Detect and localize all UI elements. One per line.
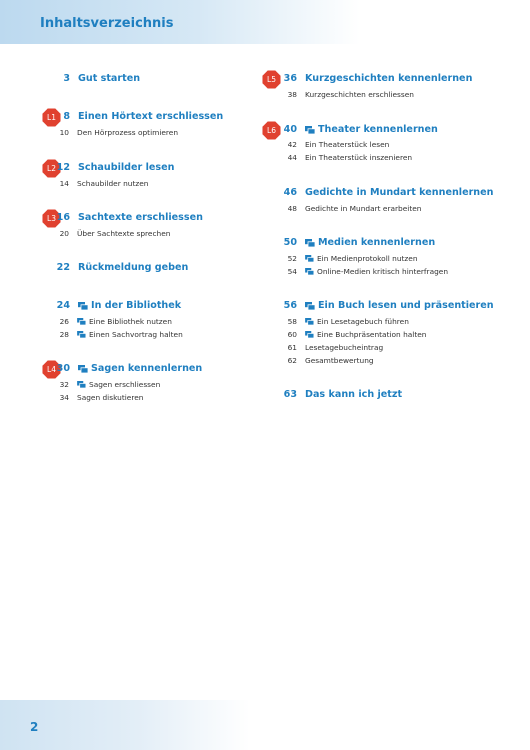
toc-page-number: 26 xyxy=(59,317,69,326)
toc-entry-hoertext[interactable] xyxy=(44,111,223,122)
toc-page-number: 32 xyxy=(59,380,69,389)
toc-page-number: 38 xyxy=(287,90,297,99)
toc-subentry[interactable] xyxy=(272,343,383,352)
toc-entry-sachtexte[interactable] xyxy=(44,212,203,223)
toc-page-number: 16 xyxy=(56,212,70,223)
toc-entry-sagen[interactable] xyxy=(44,363,202,374)
toc-page-number: 54 xyxy=(287,267,297,276)
media-icon xyxy=(305,331,314,338)
unit-marker-l3: L3 xyxy=(42,209,61,228)
toc-subentry-title: Über Sachtexte sprechen xyxy=(77,229,171,238)
toc-entry-title: Gut starten xyxy=(78,73,141,84)
toc-page-number: 8 xyxy=(63,111,70,122)
media-icon xyxy=(78,365,88,373)
media-icon xyxy=(305,255,314,262)
toc-subentry-title: Einen Sachvortrag halten xyxy=(89,330,183,339)
toc-entry-kurzgeschichten[interactable] xyxy=(271,73,472,84)
toc-subentry[interactable] xyxy=(272,254,418,263)
unit-marker-l1: L1 xyxy=(42,108,61,127)
toc-page-number: 28 xyxy=(59,330,69,339)
toc-subentry[interactable] xyxy=(44,317,172,326)
toc-subentry-title: Ein Lesetagebuch führen xyxy=(317,317,409,326)
toc-subentry[interactable] xyxy=(272,140,389,149)
media-icon xyxy=(78,302,88,310)
toc-page-number: 44 xyxy=(287,153,297,162)
toc-entry-medien[interactable] xyxy=(271,237,435,248)
toc-subentry-title: Eine Buchpräsentation halten xyxy=(317,330,427,339)
toc-subentry[interactable] xyxy=(44,179,148,188)
media-icon xyxy=(305,239,315,247)
toc-entry-title: Einen Hörtext erschliessen xyxy=(78,111,224,122)
toc-entry-theater[interactable] xyxy=(271,124,438,135)
toc-entry-gut-starten[interactable] xyxy=(44,73,140,84)
toc-page-number: 12 xyxy=(56,162,70,173)
media-icon xyxy=(305,318,314,325)
toc-page-number: 36 xyxy=(283,73,297,84)
toc-entry-title: Theater kennenlernen xyxy=(318,124,438,135)
media-icon xyxy=(77,381,86,388)
toc-page-number: 20 xyxy=(59,229,69,238)
toc-page-number: 10 xyxy=(59,128,69,137)
toc-subentry-title: Gesamtbewertung xyxy=(305,356,374,365)
toc-subentry-title: Kurzgeschichten erschliessen xyxy=(305,90,414,99)
toc-subentry-title: Den Hörprozess optimieren xyxy=(77,128,179,137)
toc-entry-title: In der Bibliothek xyxy=(91,300,182,311)
toc-subentry[interactable] xyxy=(272,153,412,162)
toc-subentry-title: Gedichte in Mundart erarbeiten xyxy=(305,204,422,213)
toc-entry-title: Sachtexte erschliessen xyxy=(78,212,203,223)
toc-subentry-title: Schaubilder nutzen xyxy=(77,179,149,188)
toc-subentry-title: Ein Theaterstück lesen xyxy=(305,140,390,149)
toc-page-number: 24 xyxy=(56,300,70,311)
page-number: 2 xyxy=(30,720,39,734)
toc-page-number: 62 xyxy=(287,356,297,365)
toc-subentry[interactable] xyxy=(44,128,178,137)
toc-subentry[interactable] xyxy=(44,229,170,238)
toc-page-number: 14 xyxy=(59,179,69,188)
media-icon xyxy=(305,302,315,310)
unit-marker-l2: L2 xyxy=(42,159,61,178)
toc-subentry[interactable] xyxy=(272,317,409,326)
toc-entry-title: Gedichte in Mundart kennenlernen xyxy=(305,187,494,198)
toc-page-number: 50 xyxy=(283,237,297,248)
toc-subentry[interactable] xyxy=(272,90,414,99)
toc-entry-das-kann-ich[interactable] xyxy=(271,389,402,400)
toc-subentry-title: Sagen diskutieren xyxy=(77,393,144,402)
media-icon xyxy=(305,268,314,275)
toc-subentry[interactable] xyxy=(272,330,426,339)
toc-subentry-title: Lesetagebucheintrag xyxy=(305,343,384,352)
media-icon xyxy=(77,318,86,325)
toc-subentry[interactable] xyxy=(272,204,421,213)
toc-entry-title: Medien kennenlernen xyxy=(318,237,436,248)
unit-marker-l5: L5 xyxy=(262,70,281,89)
toc-subentry[interactable] xyxy=(44,380,160,389)
page-title: Inhaltsverzeichnis xyxy=(40,16,174,31)
toc-page-number: 40 xyxy=(283,124,297,135)
toc-subentry[interactable] xyxy=(44,330,183,339)
toc-subentry-title: Ein Theaterstück inszenieren xyxy=(305,153,413,162)
toc-page-number: 52 xyxy=(287,254,297,263)
toc-subentry[interactable] xyxy=(272,267,448,276)
toc-subentry-title: Sagen erschliessen xyxy=(89,380,161,389)
toc-entry-title: Schaubilder lesen xyxy=(78,162,175,173)
toc-page-number: 48 xyxy=(287,204,297,213)
toc-subentry-title: Online-Medien kritisch hinterfragen xyxy=(317,267,449,276)
toc-page-number: 60 xyxy=(287,330,297,339)
toc-page-number: 46 xyxy=(283,187,297,198)
toc-page-number: 56 xyxy=(283,300,297,311)
toc-page-number: 30 xyxy=(56,363,70,374)
toc-entry-title: Rückmeldung geben xyxy=(78,262,189,273)
toc-entry-title: Das kann ich jetzt xyxy=(305,389,403,400)
unit-marker-l6: L6 xyxy=(262,121,281,140)
media-icon xyxy=(77,331,86,338)
toc-page-number: 22 xyxy=(56,262,70,273)
toc-page-number: 34 xyxy=(59,393,69,402)
toc-subentry[interactable] xyxy=(272,356,374,365)
toc-entry-rueckmeldung[interactable] xyxy=(44,262,188,273)
toc-page-number: 61 xyxy=(287,343,297,352)
unit-marker-l4: L4 xyxy=(42,360,61,379)
toc-entry-bibliothek[interactable] xyxy=(44,300,181,311)
toc-entry-title: Sagen kennenlernen xyxy=(91,363,203,374)
media-icon xyxy=(305,126,315,134)
toc-page-number: 58 xyxy=(287,317,297,326)
toc-entry-buch[interactable] xyxy=(271,300,494,311)
toc-page-number: 42 xyxy=(287,140,297,149)
toc-page-number: 63 xyxy=(283,389,297,400)
toc-entry-title: Kurzgeschichten kennenlernen xyxy=(305,73,473,84)
toc-subentry[interactable] xyxy=(44,393,143,402)
toc-subentry-title: Ein Medienprotokoll nutzen xyxy=(317,254,418,263)
toc-entry-title: Ein Buch lesen und präsentieren xyxy=(318,300,494,311)
toc-entry-mundart[interactable] xyxy=(271,187,493,198)
toc-entry-schaubilder[interactable] xyxy=(44,162,174,173)
toc-page-number: 3 xyxy=(63,73,70,84)
toc-subentry-title: Eine Bibliothek nutzen xyxy=(89,317,172,326)
